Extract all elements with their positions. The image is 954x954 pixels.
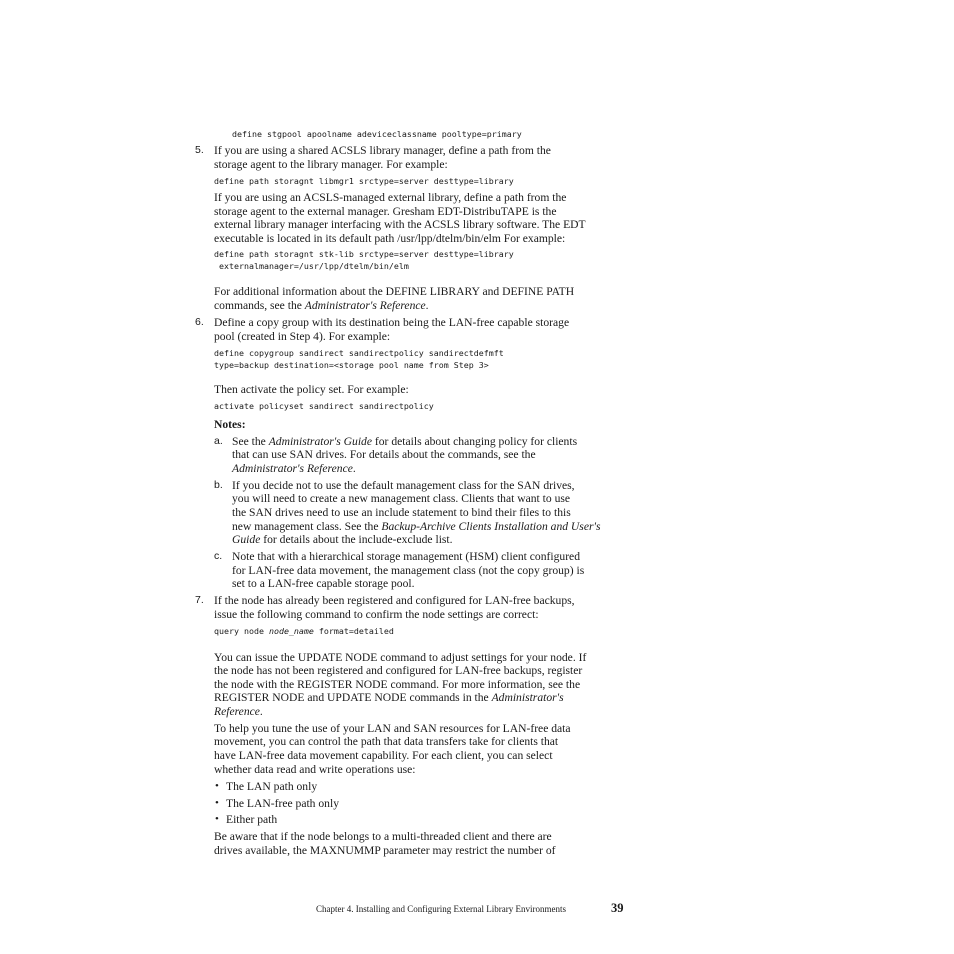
item-6-number: 6. — [195, 316, 204, 328]
note-b-line: If you decide not to use the default management class for the SAN drives, — [232, 479, 575, 492]
code-define-stgpool: define stgpool apoolname adeviceclassname pooltype=primary — [232, 129, 522, 139]
note-a-line: that can use SAN drives. For details about the commands, see the — [232, 448, 536, 461]
note-b-label: b. — [214, 479, 223, 491]
book-title: Administrator's — [491, 691, 564, 704]
item-7-para4-line: drives available, the MAXNUMMP parameter may restrict the number of — [214, 844, 556, 857]
item-7-para3-line: whether data read and write operations use: — [214, 763, 416, 776]
code-define-path-libmgr: define path storagnt libmgr1 srctype=server desttype=library — [214, 176, 514, 186]
item-5-para3-line: For additional information about the DEFINE LIBRARY and DEFINE PATH — [214, 285, 575, 298]
note-c-line: for LAN-free data movement, the management class (not the copy group) is — [232, 564, 585, 577]
note-b-line: Guide for details about the include-exclude list. — [232, 533, 453, 546]
bullet-icon: • — [215, 797, 219, 809]
book-title: Administrator's Guide — [268, 435, 372, 448]
book-title: Administrator's Reference — [304, 299, 426, 312]
item-5-para2-line: If you are using an ACSLS-managed external library, define a path from the — [214, 191, 567, 204]
book-title: Administrator's Reference — [232, 462, 353, 475]
note-c-line: set to a LAN-free capable storage pool. — [232, 577, 415, 590]
item-7-text-line: If the node has already been registered and configured for LAN-free backups, — [214, 594, 575, 607]
item-5-para2-line: storage agent to the external manager. Gresham EDT-DistribuTAPE is the — [214, 205, 557, 218]
notes-label: Notes: — [214, 418, 246, 431]
item-6-text-line: pool (created in Step 4). For example: — [214, 330, 391, 343]
note-c-line: Note that with a hierarchical storage management (HSM) client configured — [232, 550, 581, 563]
item-7-text-line: issue the following command to confirm the node settings are correct: — [214, 608, 539, 621]
item-7-para2-line: Reference. — [214, 705, 263, 718]
code-activate-policyset: activate policyset sandirect sandirectpolicy — [214, 401, 434, 411]
item-7-para4-line: Be aware that if the node belongs to a multi-threaded client and there are — [214, 830, 552, 843]
list-item: Either path — [226, 813, 278, 826]
item-6-para2: Then activate the policy set. For example: — [214, 383, 409, 396]
note-a-line: Administrator's Reference. — [232, 462, 356, 475]
code-define-copygroup: define copygroup sandirect sandirectpolicy sandirectdefmft — [214, 348, 504, 358]
item-7-para3-line: have LAN-free data movement capability. For each client, you can select — [214, 749, 553, 762]
item-7-para3-line: movement, you can control the path that data transfers take for clients that — [214, 735, 559, 748]
note-a-label: a. — [214, 435, 223, 447]
item-5-text-line: If you are using a shared ACSLS library manager, define a path from the — [214, 144, 551, 157]
code-define-copygroup: type=backup destination=<storage pool name from Step 3> — [214, 360, 489, 370]
item-5-number: 5. — [195, 144, 204, 156]
book-title: Backup-Archive Clients Installation and User's — [381, 520, 601, 533]
item-5-para2-line: external library manager interfacing with the ACSLS library software. The EDT — [214, 218, 586, 231]
bullet-icon: • — [215, 780, 219, 792]
footer-chapter-title: Chapter 4. Installing and Configuring External Library Environments — [316, 904, 566, 914]
item-5-para2-line: executable is located in its default path /usr/lpp/dtelm/bin/elm For example: — [214, 232, 566, 245]
item-7-para2-line: the node with the REGISTER NODE command. For more information, see the — [214, 678, 581, 691]
item-7-para2-line: REGISTER NODE and UPDATE NODE commands in the Administrator's — [214, 691, 564, 704]
item-7-number: 7. — [195, 594, 204, 606]
item-5-text-line: storage agent to the library manager. For example: — [214, 158, 448, 171]
note-c-label: c. — [214, 550, 223, 562]
placeholder-variable: node_name — [268, 626, 314, 636]
page-number: 39 — [611, 901, 624, 915]
note-a-line: See the Administrator's Guide for details about changing policy for clients — [232, 435, 578, 448]
note-b-line: new management class. See the Backup-Archive Clients Installation and User's — [232, 520, 601, 533]
bullet-icon: • — [215, 813, 219, 825]
book-title: Reference — [214, 705, 260, 718]
item-5-para3-line: commands, see the Administrator's Reference. — [214, 299, 429, 312]
book-title: Guide — [232, 533, 261, 546]
note-b-line: the SAN drives need to use an include statement to bind their files to this — [232, 506, 571, 519]
code-define-path-stk-lib: define path storagnt stk-lib srctype=server desttype=library — [214, 249, 514, 259]
item-7-para3-line: To help you tune the use of your LAN and SAN resources for LAN-free data — [214, 722, 571, 735]
item-7-para2-line: the node has not been registered and configured for LAN-free backups, register — [214, 664, 583, 677]
code-query-node: query node node_name format=detailed — [214, 626, 394, 636]
list-item: The LAN path only — [226, 780, 318, 793]
code-define-path-stk-lib: externalmanager=/usr/lpp/dtelm/bin/elm — [214, 261, 409, 271]
item-7-para2-line: You can issue the UPDATE NODE command to adjust settings for your node. If — [214, 651, 587, 664]
item-6-text-line: Define a copy group with its destination being the LAN-free capable storage — [214, 316, 570, 329]
note-b-line: you will need to create a new management class. Clients that want to use — [232, 492, 571, 505]
list-item: The LAN-free path only — [226, 797, 339, 810]
